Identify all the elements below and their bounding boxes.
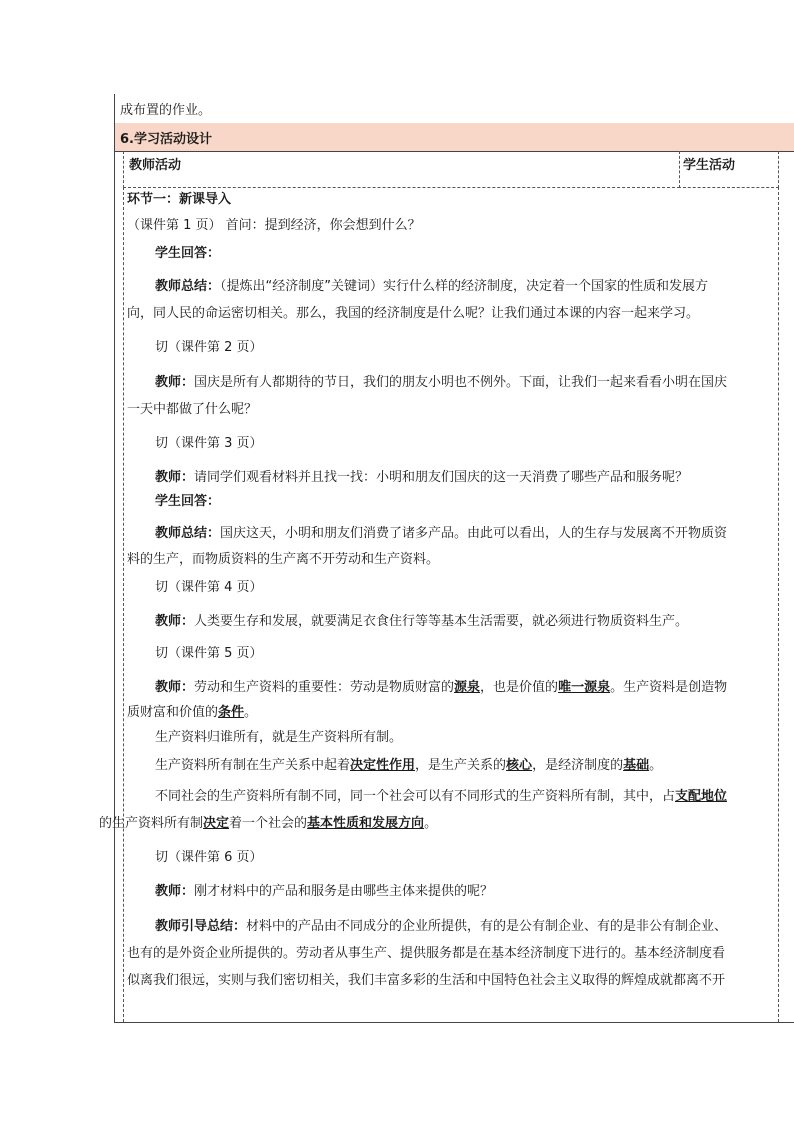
text-run: 向，同人民的命运密切相关。那么，我国的经济制度是什么呢？让我们通过本课的内容一起来学习。: [127, 306, 700, 321]
teacher-summary-2: [127, 521, 777, 573]
cut-slide-5: 切（课件第 5 页）: [155, 646, 263, 661]
text-run: 似离我们很远，实则与我们密切相关，我们丰富多彩的生活和中国特色社会主义取得的辉煌成就都离不开: [127, 973, 726, 988]
text-run: 着一个社会的: [229, 816, 308, 831]
text-run: ，是经济制度的: [532, 758, 624, 773]
text-run: 请同学们观看材料并且找一找：小明和朋友们国庆的这一天消费了哪些产品和服务呢？: [194, 470, 689, 485]
paragraph-question: （课件第 1 页） 首问：提到经济，你会想到什么？: [127, 218, 421, 233]
key-term: 唯一源泉: [558, 680, 611, 695]
student-answer-label: 学生回答：: [155, 246, 221, 261]
key-term: 基本性质和发展方向: [307, 816, 425, 831]
teacher-paragraph-6: [127, 675, 777, 725]
teacher-paragraph-3: [127, 467, 777, 489]
text-run: ，是生产关系的: [415, 758, 507, 773]
teacher-label: 教师：: [155, 614, 195, 629]
teacher-paragraph-7: [127, 881, 777, 903]
key-term: 源泉: [454, 680, 481, 695]
text-run: 生产资料所有制在生产关系中起着: [155, 758, 351, 773]
teacher-column-header: [123, 151, 680, 188]
key-term: 核心: [506, 758, 533, 773]
teacher-label: 教师：: [155, 680, 195, 695]
text-run: 人类要生存和发展，就要满足衣食住行等等基本生活需要，就必须进行物质资料生产。: [194, 614, 689, 629]
text-run: 料的生产，而物质资料的生产离不开劳动和生产资料。: [127, 552, 440, 567]
text-run: ，也是价值的: [480, 680, 559, 695]
text-run: 国庆是所有人都期待的节日，我们的朋友小明也不例外。下面，让我们一起来看看小明在国庆: [194, 375, 728, 390]
cut-slide-6: 切（课件第 6 页）: [155, 850, 263, 865]
teacher-paragraph-2: [127, 369, 777, 423]
text-run: 。: [424, 816, 438, 831]
key-term: 支配地位: [675, 789, 728, 804]
previous-row: [115, 94, 794, 124]
text-run: 质财富和价值的: [127, 705, 219, 720]
teacher-label: 教师：: [155, 375, 195, 390]
teacher-summary-1: [127, 273, 777, 327]
teacher-summary-label: 教师总结：: [155, 526, 221, 541]
key-term: 决定: [203, 816, 230, 831]
cut-slide-4: 切（课件第 4 页）: [155, 580, 263, 595]
section-heading: 6.学习活动设计: [120, 132, 212, 147]
text-run: 的生产资料所有制: [99, 816, 204, 831]
cut-slide-2: 切（课件第 2 页）: [155, 340, 263, 355]
teacher-summary-label: 教师总结：: [155, 279, 221, 294]
teacher-activity-content: [99, 189, 777, 994]
teacher-column-label: 教师活动: [129, 158, 182, 173]
text-run: 。生产资料是创造物: [610, 680, 728, 695]
teacher-guided-summary-label: 教师引导总结：: [155, 919, 247, 934]
text-run: 。: [244, 705, 258, 720]
key-term: 基础: [623, 758, 650, 773]
student-column-border: [778, 187, 779, 1022]
text-run: 材料中的产品由不同成分的企业所提供，有的是公有制企业、有的是非公有制企业、: [246, 919, 728, 934]
text-run: 刚才材料中的产品和服务是由哪些主体来提供的呢？: [194, 884, 494, 899]
text-run: 。: [649, 758, 663, 773]
teacher-label: 教师：: [155, 884, 195, 899]
segment-title: 环节一：新课导入: [127, 192, 232, 207]
text-run: 国庆这天，小明和朋友们消费了诸多产品。由此可以看出，人的生存与发展离不开物质资: [220, 526, 728, 541]
text-run: 一天中都做了什么呢？: [127, 402, 258, 417]
text-run: 不同社会的生产资料所有制不同，同一个社会可以有不同形式的生产资料所有制，其中，占: [155, 789, 676, 804]
text-run: 也有的是外资企业所提供的。劳动者从事生产、提供服务都是在基本经济制度下进行的。基本经济制度看: [127, 946, 726, 961]
ownership-role: [127, 755, 777, 777]
cut-slide-3: 切（课件第 3 页）: [155, 436, 263, 451]
text-run: （提炼出“经济制度”关键词）实行什么样的经济制度，决定着一个国家的性质和发展方: [220, 279, 708, 294]
section-heading-row: [115, 123, 794, 152]
teacher-column-border: [123, 187, 124, 1022]
text-run: 劳动和生产资料的重要性：劳动是物质财富的: [194, 680, 455, 695]
teacher-label: 教师：: [155, 470, 195, 485]
key-term: 条件: [218, 705, 245, 720]
student-answer-label-2: 学生回答：: [155, 494, 221, 509]
teacher-paragraph-5: [127, 611, 777, 633]
ownership-society: [99, 783, 777, 837]
key-term: 决定性作用: [350, 758, 416, 773]
teacher-guided-summary: [127, 913, 777, 994]
top-text: 成布置的作业。: [120, 103, 212, 118]
ownership-definition: 生产资料归谁所有，就是生产资料所有制。: [155, 730, 403, 745]
student-column-label: 学生活动: [683, 158, 736, 173]
student-column-header: [678, 151, 779, 188]
